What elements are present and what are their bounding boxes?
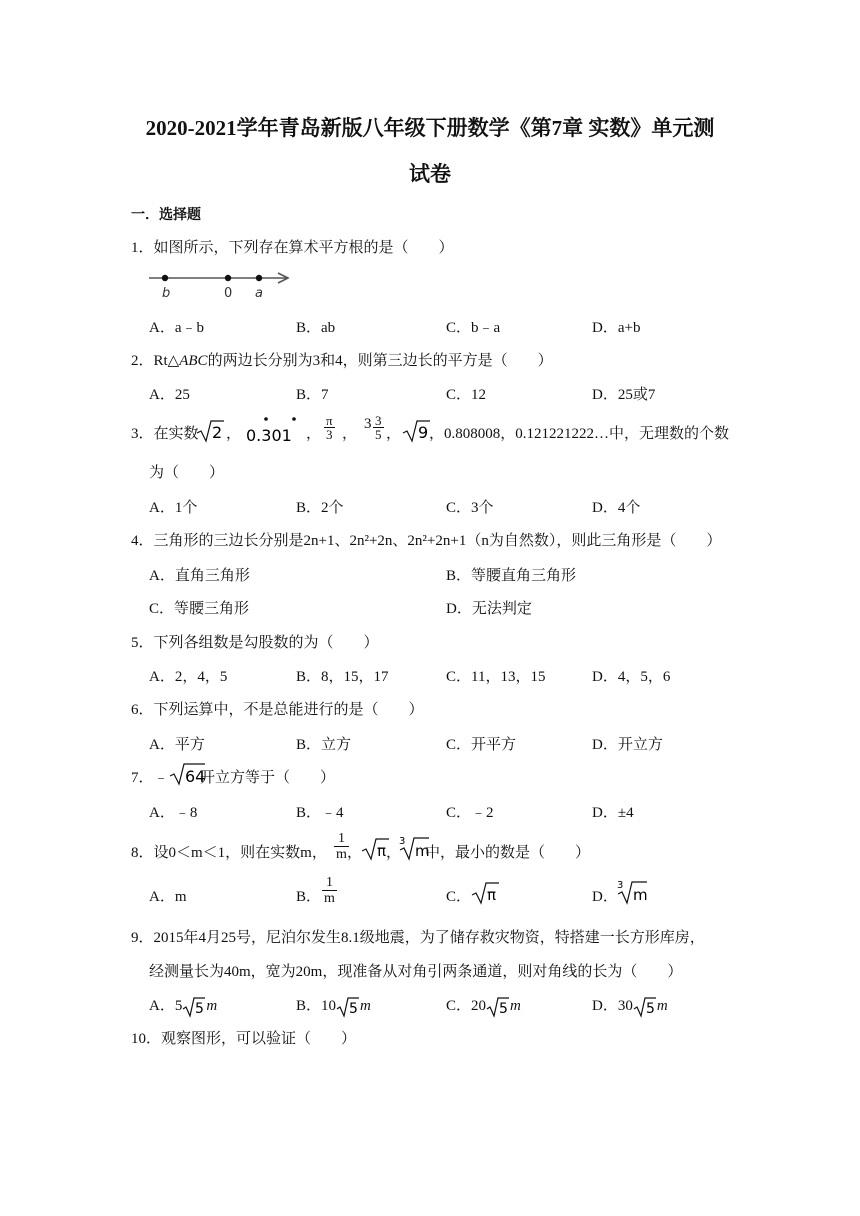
question-8-prefix: 8．设0＜m＜1，则在实数m，	[131, 845, 327, 861]
svg-text:3: 3	[617, 880, 624, 891]
mixed-number-whole: 3	[364, 416, 372, 432]
q9-option-c: C．20 5 m	[446, 998, 521, 1017]
label-zero: 0	[224, 286, 233, 300]
q8-option-b: B．	[296, 889, 322, 905]
label-b: b	[162, 286, 171, 300]
q3-option-b: B．2个	[296, 500, 344, 516]
svg-text:5: 5	[499, 1000, 508, 1017]
svg-text:5: 5	[195, 1000, 205, 1017]
svg-text:m: m	[415, 842, 430, 860]
q4-option-c: C．等腰三角形	[149, 601, 250, 617]
q1-option-b: B．ab	[296, 320, 336, 336]
q3-option-c: C．3个	[446, 500, 494, 516]
svg-text:64: 64	[185, 767, 206, 786]
q8-option-c-sqrt-pi	[470, 880, 500, 906]
page-title-continued: 试卷	[409, 162, 451, 186]
question-5-stem: 5．下列各组数是勾股数的为（ ）	[131, 635, 379, 651]
question-4-stem: 4．三角形的三边长分别是2n+1、2n²+2n、2n²+2n+1（n为自然数），则此三角形是（ ）	[131, 533, 722, 549]
q4-option-b: B．等腰直角三角形	[446, 568, 577, 584]
section-heading: 一．选择题	[131, 208, 201, 223]
q2-option-b: B．7	[296, 387, 329, 403]
q7-option-d: D．±4	[592, 805, 634, 821]
q4-option-a: A．直角三角形	[149, 568, 250, 584]
question-3-prefix: 3．在实数	[131, 426, 199, 442]
q2-option-d: D．25或7	[592, 387, 656, 403]
question-3-suffix: ，0.808008，0.121221222…中，无理数的个数	[429, 426, 730, 442]
q3-option-a: A．1个	[149, 500, 198, 516]
q1-option-c: C．b﹣a	[446, 320, 501, 336]
q8-option-d: D．	[592, 889, 618, 905]
question-3-line2: 为（ ）	[149, 465, 225, 481]
page-title: 2020-2021学年青岛新版八年级下册数学《第7章 实数》单元测	[145, 116, 715, 140]
label-a: a	[255, 286, 263, 300]
question-8-suffix: 中，最小的数是（ ）	[425, 845, 591, 861]
q7-option-c: C．﹣2	[446, 805, 494, 821]
svg-text:π: π	[377, 842, 387, 860]
mixed-number-fraction: $\frac{3}{5}$	[375, 413, 382, 442]
q3-option-d: D．4个	[592, 500, 641, 516]
svg-text:5: 5	[645, 1000, 655, 1017]
q5-option-b: B．8，15，17	[296, 669, 389, 685]
point-a	[256, 275, 262, 281]
number-line-figure	[146, 266, 294, 300]
question-9-line2: 经测量长为40m，宽为20m，现准备从对角引两条通道，则对角线的长为（ ）	[149, 964, 683, 980]
q6-option-a: A．平方	[149, 737, 205, 753]
q7-option-b: B．﹣4	[296, 805, 344, 821]
q8-option-d-cube-root-m	[616, 876, 648, 906]
q8-option-b-fraction: $\frac{1}{m}$	[324, 875, 335, 906]
q2-option-c: C．12	[446, 387, 487, 403]
question-10-stem: 10．观察图形，可以验证（ ）	[131, 1031, 357, 1047]
question-9-line1: 9．2015年4月25号，尼泊尔发生8.1级地震，为了储存救灾物资，特搭建一长方形库房，	[131, 930, 705, 946]
point-origin	[225, 275, 231, 281]
q6-option-c: C．开平方	[446, 737, 517, 753]
svg-text:2: 2	[212, 423, 223, 442]
one-over-m-fraction: $\frac{1}{m}$	[336, 831, 347, 862]
q5-option-a: A．2，4，5	[149, 669, 228, 685]
q8-option-a: A．m	[149, 889, 187, 905]
q9-option-a: A．5 5 m	[149, 998, 218, 1017]
q9-option-b: B．10 5 m	[296, 998, 371, 1017]
q5-option-d: D．4，5，6	[592, 669, 671, 685]
svg-text:m: m	[633, 886, 648, 904]
question-7-suffix: 开立方等于（ ）	[200, 770, 336, 786]
q2-option-a: A．25	[149, 387, 190, 403]
svg-text:5: 5	[349, 1000, 358, 1017]
q7-option-a: A．﹣8	[149, 805, 198, 821]
q6-option-d: D．开立方	[592, 737, 663, 753]
q1-option-a: A．a﹣b	[149, 320, 204, 336]
svg-text:π: π	[487, 886, 497, 904]
question-2-stem: 2．Rt△ABC的两边长分别为3和4，则第三边长的平方是（ ）	[131, 353, 553, 369]
svg-text:0.301: 0.301	[246, 426, 292, 445]
q1-option-d: D．a+b	[592, 320, 641, 336]
point-b	[162, 275, 168, 281]
pi-over-3-fraction: $\frac{\pi}{3}$	[326, 413, 333, 442]
sqrt-9-expression	[401, 418, 431, 444]
q4-option-d: D．无法判定	[446, 601, 532, 617]
repeating-decimal-expression	[244, 414, 304, 448]
question-7-prefix: 7．﹣	[131, 770, 169, 786]
question-1-stem: 1．如图所示，下列存在算术平方根的是（ ）	[131, 240, 454, 256]
q6-option-b: B．立方	[296, 737, 352, 753]
q5-option-c: C．11，13，15	[446, 669, 546, 685]
q9-option-d: D．30 5 m	[592, 998, 668, 1017]
question-6-stem: 6．下列运算中，不是总能进行的是（ ）	[131, 702, 424, 718]
svg-text:9: 9	[418, 423, 429, 442]
q8-option-c: C．	[446, 889, 472, 905]
sqrt-2-expression	[195, 418, 225, 444]
svg-text:3: 3	[399, 836, 406, 847]
